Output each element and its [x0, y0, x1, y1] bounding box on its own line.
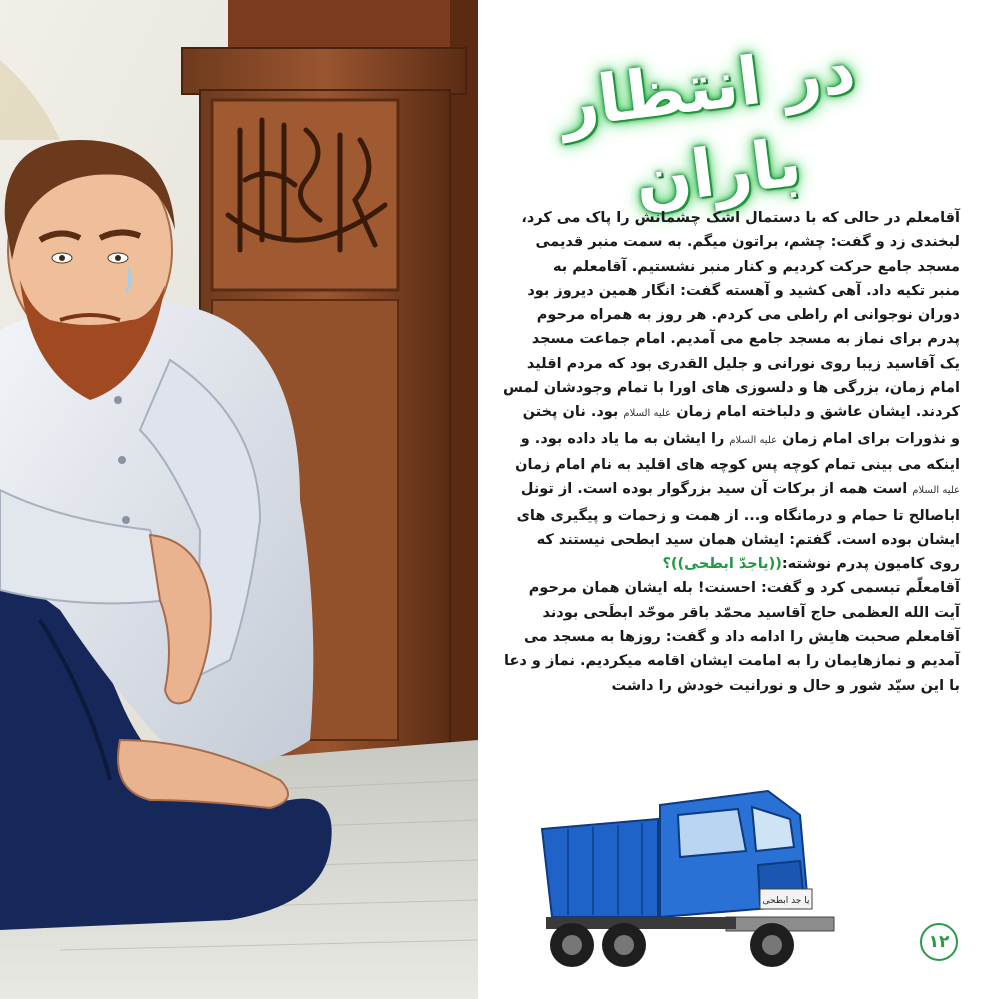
story-line [478, 400, 960, 426]
truck-plate-text: یا جد ابطحی [762, 896, 810, 906]
story-text [478, 206, 960, 698]
honorific: علیه السلام [623, 408, 672, 420]
dump-truck-illustration [538, 785, 858, 985]
story-segment: را ایشان به ما یاد داده بود. و [520, 430, 725, 447]
question-mark: ؟ [662, 556, 671, 573]
truck-slogan-quote: ((یاجدّ ابطحی)) [670, 556, 782, 573]
story-line: دوران نوجوانی ام راطی می کردم. هر روز به همراه مرحوم [536, 307, 960, 324]
honorific: علیه السلام [912, 485, 960, 497]
story-line: آیت الله العظمی حاج آقاسید محمّد باقر موحّد ابطَحی بودند [542, 604, 960, 621]
truck-wheels [550, 923, 794, 967]
story-segment: است همه از برکات آن سید بزرگوار بوده است. از تونل [520, 481, 908, 498]
story-line: اینکه می بینی تمام کوچه پس کوچه های اقلید به نام امام زمان [515, 456, 960, 473]
page-title: در انتظار باران [555, 30, 860, 221]
story-line: آقامعلّم تبسمی کرد و گفت: احسنت! بله ایشان همان مرحوم [528, 580, 960, 597]
story-segment: کردند. ایشان عاشق و دلباخته امام زمان [676, 404, 960, 421]
story-line: مسجد جامع حرکت کردیم و کنار منبر نشستیم. آقامعلم به [553, 258, 960, 275]
story-line: پدرم برای نماز به مسجد جامع می آمدیم. امام جماعت مسجد [531, 331, 960, 348]
story-line: امام زمان، بزرگی ها و دلسوزی های اورا با تمام وجودشان لمس [503, 380, 960, 397]
story-line [478, 552, 960, 576]
story-line: ایشان بوده است. گفتم: ایشان همان سید ابطحی نیستند که [536, 531, 960, 548]
story-line: لبخندی زد و گفت: چشم، براتون میگم. به سمت منبر قدیمی [535, 234, 960, 251]
illustration-man-by-pulpit [0, 0, 478, 999]
story-line [478, 427, 960, 453]
story-line: یک آقاسید زیبا روی نورانی و جلیل القدری بود که مردم اقلید [526, 355, 960, 372]
story-segment: روی کامیون پدرم نوشته: [781, 556, 960, 573]
honorific: علیه السلام [729, 434, 778, 446]
story-line: اباصالح تا حمام و درمانگاه و... از همت و زحمات و پیگیری های [516, 507, 960, 524]
page-number: ۱۲ [920, 923, 958, 961]
story-line: با این سیّد شور و حال و نورانیت خودش را داشت [611, 677, 960, 694]
story-line: آقامعلم در حالی که با دستمال اشک چشمانش را پاک می کرد، [521, 210, 960, 226]
story-segment: و نذورات برای امام زمان [782, 430, 960, 447]
story-line: منبر تکیه داد. آهی کشید و آهسته گفت: انگار همین دیروز بود [527, 282, 960, 299]
story-line: آقامعلم صحبت هایش را ادامه داد و گفت: روزها به مسجد می [523, 629, 960, 646]
story-segment: بود. نان پختن [522, 404, 619, 421]
story-line: آمدیم و نمازهایمان را به امامت ایشان اقامه میکردیم. نماز و دعا [504, 653, 960, 670]
story-line [478, 477, 960, 503]
dump-bed [542, 819, 658, 917]
